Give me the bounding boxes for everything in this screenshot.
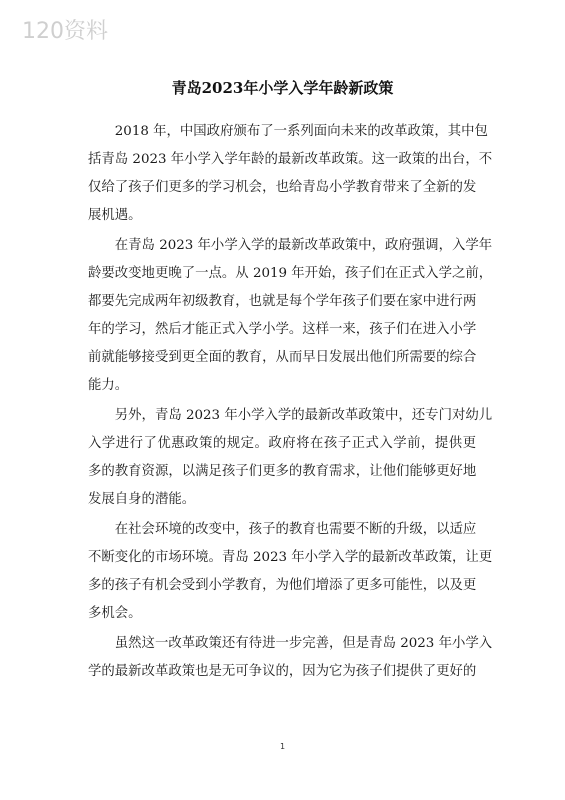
text-line: 能力。 xyxy=(88,378,129,393)
paragraph-1 xyxy=(88,118,493,230)
paragraph-4 xyxy=(88,516,493,628)
text-line: 虽然这一改革政策还有待进一步完善，但是青岛 2023 年小学入 xyxy=(88,636,493,651)
text-line: 不断变化的市场环境。青岛 2023 年小学入学的最新改革政策，让更 xyxy=(88,550,493,565)
text-line: 多机会。 xyxy=(88,606,142,621)
document-body xyxy=(88,118,493,688)
text-line: 都要先完成两年初级教育，也就是每个学年孩子们要在家中进行两 xyxy=(88,294,477,309)
text-line: 展机遇。 xyxy=(88,208,142,223)
text-line: 另外，青岛 2023 年小学入学的最新改革政策中，还专门对幼儿 xyxy=(88,408,493,423)
text-line: 龄要改变地更晚了一点。从 2019 年开始，孩子们在正式入学之前， xyxy=(88,266,493,281)
text-line: 仅给了孩子们更多的学习机会，也给青岛小学教育带来了全新的发 xyxy=(88,180,477,195)
text-line: 学的最新改革政策也是无可争议的，因为它为孩子们提供了更好的 xyxy=(88,664,477,679)
text-line: 括青岛 2023 年小学入学年龄的最新改革政策。这一政策的出台，不 xyxy=(88,152,493,167)
document-title: 青岛2023年小学入学年龄新政策 xyxy=(171,79,394,97)
text-line: 2018 年，中国政府颁布了一系列面向未来的改革政策，其中包 xyxy=(88,124,488,139)
text-line: 多的教育资源，以满足孩子们更多的教育需求，让他们能够更好地 xyxy=(88,464,477,479)
paragraph-2 xyxy=(88,232,493,400)
text-line: 年的学习，然后才能正式入学小学。这样一来，孩子们在进入小学 xyxy=(88,322,477,337)
paragraph-5 xyxy=(88,630,493,686)
page-number: 1 xyxy=(279,742,286,751)
paragraph-3 xyxy=(88,402,493,514)
text-line: 多的孩子有机会受到小学教育，为他们增添了更多可能性，以及更 xyxy=(88,578,477,593)
text-line: 前就能够接受到更全面的教育，从而早日发展出他们所需要的综合 xyxy=(88,350,477,365)
text-line: 在社会环境的改变中，孩子的教育也需要不断的升级，以适应 xyxy=(88,522,477,537)
text-line: 入学进行了优惠政策的规定。政府将在孩子正式入学前，提供更 xyxy=(88,436,476,451)
text-line: 在青岛 2023 年小学入学的最新改革政策中，政府强调，入学年 xyxy=(88,238,493,253)
text-line: 发展自身的潜能。 xyxy=(88,492,196,507)
watermark-logo: 120资料 xyxy=(22,19,108,44)
